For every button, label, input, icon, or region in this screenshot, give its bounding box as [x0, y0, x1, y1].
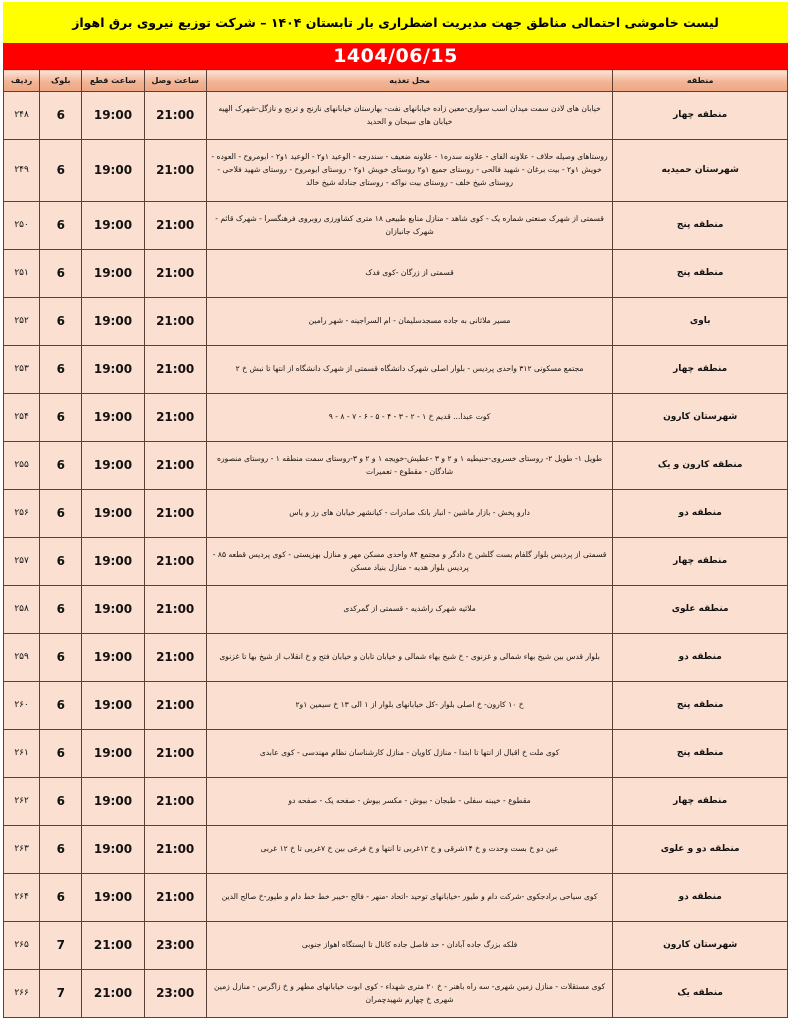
cell-index: ۲۵۶ — [4, 490, 40, 538]
cell-off-time: 19:00 — [82, 874, 144, 922]
cell-off-time: 19:00 — [82, 826, 144, 874]
cell-on-time: 21:00 — [144, 298, 206, 346]
table-row — [4, 586, 788, 634]
table-row — [4, 346, 788, 394]
cell-location: دارو پخش - بازار ماشین - انبار بانک صادرات - کیانشهر خیابان های رز و یاس — [206, 490, 613, 538]
cell-block: 6 — [40, 394, 82, 442]
cell-index: ۲۶۲ — [4, 778, 40, 826]
cell-region: منطقه چهار — [613, 92, 788, 140]
cell-location: کوی سیاحی برادجکوی -شرکت دام و طیور -خیابانهای توحید -اتحاد -منهر - فالح -خیبر خط خط دام و طیور-خ صالح الدین — [206, 874, 613, 922]
schedule-date: 1404/06/15 — [333, 45, 458, 67]
cell-location: مجتمع مسکونی ۳۱۲ واحدی پردیس - بلوار اصلی شهرک دانشگاه قسمتی از شهرک دانشگاه از انتها تا نبش خ ۲ — [206, 346, 613, 394]
cell-index: ۲۶۱ — [4, 730, 40, 778]
cell-block: 6 — [40, 140, 82, 202]
cell-region: منطقه دو — [613, 490, 788, 538]
cell-location: روستاهای وصیله حلاف - علاونه الفای - علاونه سدره۱ - علاونه ضعیف - سندرجه - الوعید ۱و۲ - الوعید ۱و۲ - ابومروح - العوده - خویش ۱و۲ - بیت برغان - شهید فالحی - روستای جمیع ۱و۲ روستای خویش ۱و۲ - روستای ابومروح - روستای شهید فلاحی - روستای شیخ خلف - روستای بیت نواکه - روستای جنادله شیخ خالد — [206, 140, 613, 202]
cell-location: فلکه بزرگ جاده آبادان - حد فاصل جاده کانال تا ایستگاه اهواز جنوبی — [206, 922, 613, 970]
column-header-block: بلوک — [40, 70, 82, 92]
cell-off-time: 19:00 — [82, 538, 144, 586]
cell-region: منطقه پنج — [613, 202, 788, 250]
cell-location: بلوار قدس بین شیخ بهاء شمالی و غزنوی - خ شیخ بهاء شمالی و خیابان تابان و خیابان فتح و خ انقلاب از شیخ بها تا غزنوی — [206, 634, 613, 682]
table-row — [4, 970, 788, 1018]
cell-location: مقطوع - خیبنه سفلی - طبجان - بیوش - مکسر بیوش - صفحه یک - صفحه دو — [206, 778, 613, 826]
cell-off-time: 21:00 — [82, 922, 144, 970]
table-row — [4, 922, 788, 970]
cell-off-time: 19:00 — [82, 298, 144, 346]
cell-off-time: 19:00 — [82, 394, 144, 442]
cell-on-time: 21:00 — [144, 778, 206, 826]
cell-index: ۲۶۰ — [4, 682, 40, 730]
header-row — [4, 70, 788, 92]
outage-table — [3, 69, 788, 1018]
cell-off-time: 19:00 — [82, 490, 144, 538]
cell-block: 7 — [40, 922, 82, 970]
cell-region: منطقه چهار — [613, 538, 788, 586]
table-row — [4, 394, 788, 442]
cell-on-time: 21:00 — [144, 826, 206, 874]
cell-off-time: 19:00 — [82, 778, 144, 826]
cell-off-time: 19:00 — [82, 140, 144, 202]
table-header — [4, 70, 788, 92]
cell-region: منطقه یک — [613, 970, 788, 1018]
cell-off-time: 19:00 — [82, 634, 144, 682]
cell-index: ۲۵۳ — [4, 346, 40, 394]
cell-location: کوت عبدا... قدیم خ ۱ - ۲ - ۳ - ۴ - ۵ - ۶ - ۷ - ۸ - ۹ — [206, 394, 613, 442]
cell-block: 6 — [40, 826, 82, 874]
cell-off-time: 19:00 — [82, 730, 144, 778]
cell-block: 6 — [40, 202, 82, 250]
cell-off-time: 21:00 — [82, 970, 144, 1018]
cell-region: منطقه پنج — [613, 730, 788, 778]
cell-location: طویل ۱- طویل ۲- روستای خسروی-حنیطیه ۱ و ۲ و ۳ -عطیش-خویجه ۱ و ۲ و ۳-روستای سمت منطقه ۱ - روستای منصوره شادگان - مقطوع - تعمیرات — [206, 442, 613, 490]
cell-block: 6 — [40, 634, 82, 682]
column-header-index: ردیف — [4, 70, 40, 92]
cell-block: 6 — [40, 298, 82, 346]
table-row — [4, 874, 788, 922]
cell-off-time: 19:00 — [82, 250, 144, 298]
table-row — [4, 442, 788, 490]
cell-index: ۲۵۹ — [4, 634, 40, 682]
cell-off-time: 19:00 — [82, 346, 144, 394]
table-row — [4, 826, 788, 874]
table-row — [4, 92, 788, 140]
cell-index: ۲۴۹ — [4, 140, 40, 202]
cell-location: قسمتی از شهرک صنعتی شماره یک - کوی شاهد - منازل منابع طبیعی ۱۸ متری کشاورزی روبروی فرهنگسرا - شهرک قائم - شهرک جانبازان — [206, 202, 613, 250]
column-header-off-time: ساعت قطع — [82, 70, 144, 92]
cell-on-time: 21:00 — [144, 682, 206, 730]
page-title: لیست خاموشی احتمالی مناطق جهت مدیریت اضطراری بار تابستان ۱۴۰۴ – شرکت توزیع نیروی برق اهواز — [72, 15, 719, 30]
cell-on-time: 23:00 — [144, 970, 206, 1018]
table-row — [4, 298, 788, 346]
cell-location: مسیر ملاثانی به جاده مسجدسلیمان - ام السراجینه - شهر رامین — [206, 298, 613, 346]
cell-on-time: 21:00 — [144, 730, 206, 778]
cell-on-time: 21:00 — [144, 442, 206, 490]
cell-location: خ ۱۰ کارون- خ اصلی بلوار -کل خیابانهای بلوار از ۱ الی ۱۳ خ سیمین ۱و۲ — [206, 682, 613, 730]
cell-off-time: 19:00 — [82, 682, 144, 730]
cell-region: باوی — [613, 298, 788, 346]
cell-index: ۲۵۸ — [4, 586, 40, 634]
cell-block: 6 — [40, 730, 82, 778]
cell-block: 6 — [40, 442, 82, 490]
cell-region: منطقه چهار — [613, 346, 788, 394]
column-header-location: محل تغذیه — [206, 70, 613, 92]
cell-region: منطقه پنج — [613, 250, 788, 298]
cell-region: منطقه دو — [613, 634, 788, 682]
cell-index: ۲۵۲ — [4, 298, 40, 346]
cell-region: منطقه دو — [613, 874, 788, 922]
cell-off-time: 19:00 — [82, 442, 144, 490]
cell-index: ۲۵۵ — [4, 442, 40, 490]
table-row — [4, 202, 788, 250]
table-row — [4, 778, 788, 826]
cell-region: شهرستان حمیدیه — [613, 140, 788, 202]
cell-index: ۲۶۴ — [4, 874, 40, 922]
cell-location: عین دو خ بست وحدت و خ ۱۴شرقی و خ ۱۲غربی تا انتها و خ فرعی بین خ ۷غربی تا خ ۱۲ غربی — [206, 826, 613, 874]
cell-index: ۲۵۱ — [4, 250, 40, 298]
cell-region: منطقه علوی — [613, 586, 788, 634]
cell-location: خیابان های لادن سمت میدان اسب سواری-معین زاده خیابانهای نفت- بهارستان خیابانهای نارنج و ترنج و نازگل-شهرک الهیه خیابان های سبحان و الحدید — [206, 92, 613, 140]
cell-region: شهرستان کارون — [613, 922, 788, 970]
cell-block: 6 — [40, 682, 82, 730]
title-banner — [3, 2, 788, 43]
column-header-region: منطقه — [613, 70, 788, 92]
cell-region: منطقه دو و علوی — [613, 826, 788, 874]
cell-region: منطقه چهار — [613, 778, 788, 826]
date-banner — [3, 43, 788, 69]
cell-block: 6 — [40, 538, 82, 586]
cell-on-time: 21:00 — [144, 874, 206, 922]
cell-index: ۲۶۶ — [4, 970, 40, 1018]
table-row — [4, 250, 788, 298]
cell-on-time: 21:00 — [144, 634, 206, 682]
cell-on-time: 21:00 — [144, 92, 206, 140]
cell-location: قسمتی از پردیس بلوار گلفام بست گلشن خ دادگر و مجتمع ۸۴ واحدی مسکن مهر و منازل بهزیستی - کوی پردیس قطعه ۸۵ - پردیس بلوار هدیه - منازل بنیاد مسکن — [206, 538, 613, 586]
cell-index: ۲۵۷ — [4, 538, 40, 586]
cell-region: شهرستان کارون — [613, 394, 788, 442]
table-row — [4, 682, 788, 730]
cell-index: ۲۶۳ — [4, 826, 40, 874]
cell-block: 6 — [40, 490, 82, 538]
cell-on-time: 21:00 — [144, 346, 206, 394]
cell-on-time: 21:00 — [144, 250, 206, 298]
cell-on-time: 21:00 — [144, 140, 206, 202]
cell-on-time: 21:00 — [144, 586, 206, 634]
cell-location: کوی مستقلات - منازل زمین شهری- سه راه باهنر - خ ۲۰ متری شهداء - کوی ابوت خیابانهای مطهر و خ زاگرس - منازل زمین شهری خ چهارم شهیدچمران — [206, 970, 613, 1018]
cell-block: 6 — [40, 874, 82, 922]
table-body — [4, 92, 788, 1018]
cell-index: ۲۴۸ — [4, 92, 40, 140]
cell-on-time: 21:00 — [144, 394, 206, 442]
cell-location: قسمتی از زرگان -کوی فدک — [206, 250, 613, 298]
cell-index: ۲۵۴ — [4, 394, 40, 442]
cell-location: کوی ملت خ اقبال از انتها تا ابتدا - منازل کاویان - منازل کارشناسان نظام مهندسی - کوی عابدی — [206, 730, 613, 778]
cell-location: ملاثیه شهرک راشدیه - قسمتی از گمرکدی — [206, 586, 613, 634]
cell-on-time: 23:00 — [144, 922, 206, 970]
cell-block: 6 — [40, 250, 82, 298]
cell-block: 7 — [40, 970, 82, 1018]
cell-block: 6 — [40, 92, 82, 140]
cell-index: ۲۵۰ — [4, 202, 40, 250]
cell-region: منطقه کارون و یک — [613, 442, 788, 490]
table-row — [4, 490, 788, 538]
cell-off-time: 19:00 — [82, 202, 144, 250]
table-row — [4, 730, 788, 778]
cell-off-time: 19:00 — [82, 586, 144, 634]
cell-block: 6 — [40, 586, 82, 634]
cell-block: 6 — [40, 778, 82, 826]
column-header-on-time: ساعت وصل — [144, 70, 206, 92]
cell-block: 6 — [40, 346, 82, 394]
cell-off-time: 19:00 — [82, 92, 144, 140]
table-row — [4, 140, 788, 202]
table-row — [4, 634, 788, 682]
cell-on-time: 21:00 — [144, 202, 206, 250]
cell-on-time: 21:00 — [144, 538, 206, 586]
cell-region: منطقه پنج — [613, 682, 788, 730]
cell-index: ۲۶۵ — [4, 922, 40, 970]
table-row — [4, 538, 788, 586]
cell-on-time: 21:00 — [144, 490, 206, 538]
